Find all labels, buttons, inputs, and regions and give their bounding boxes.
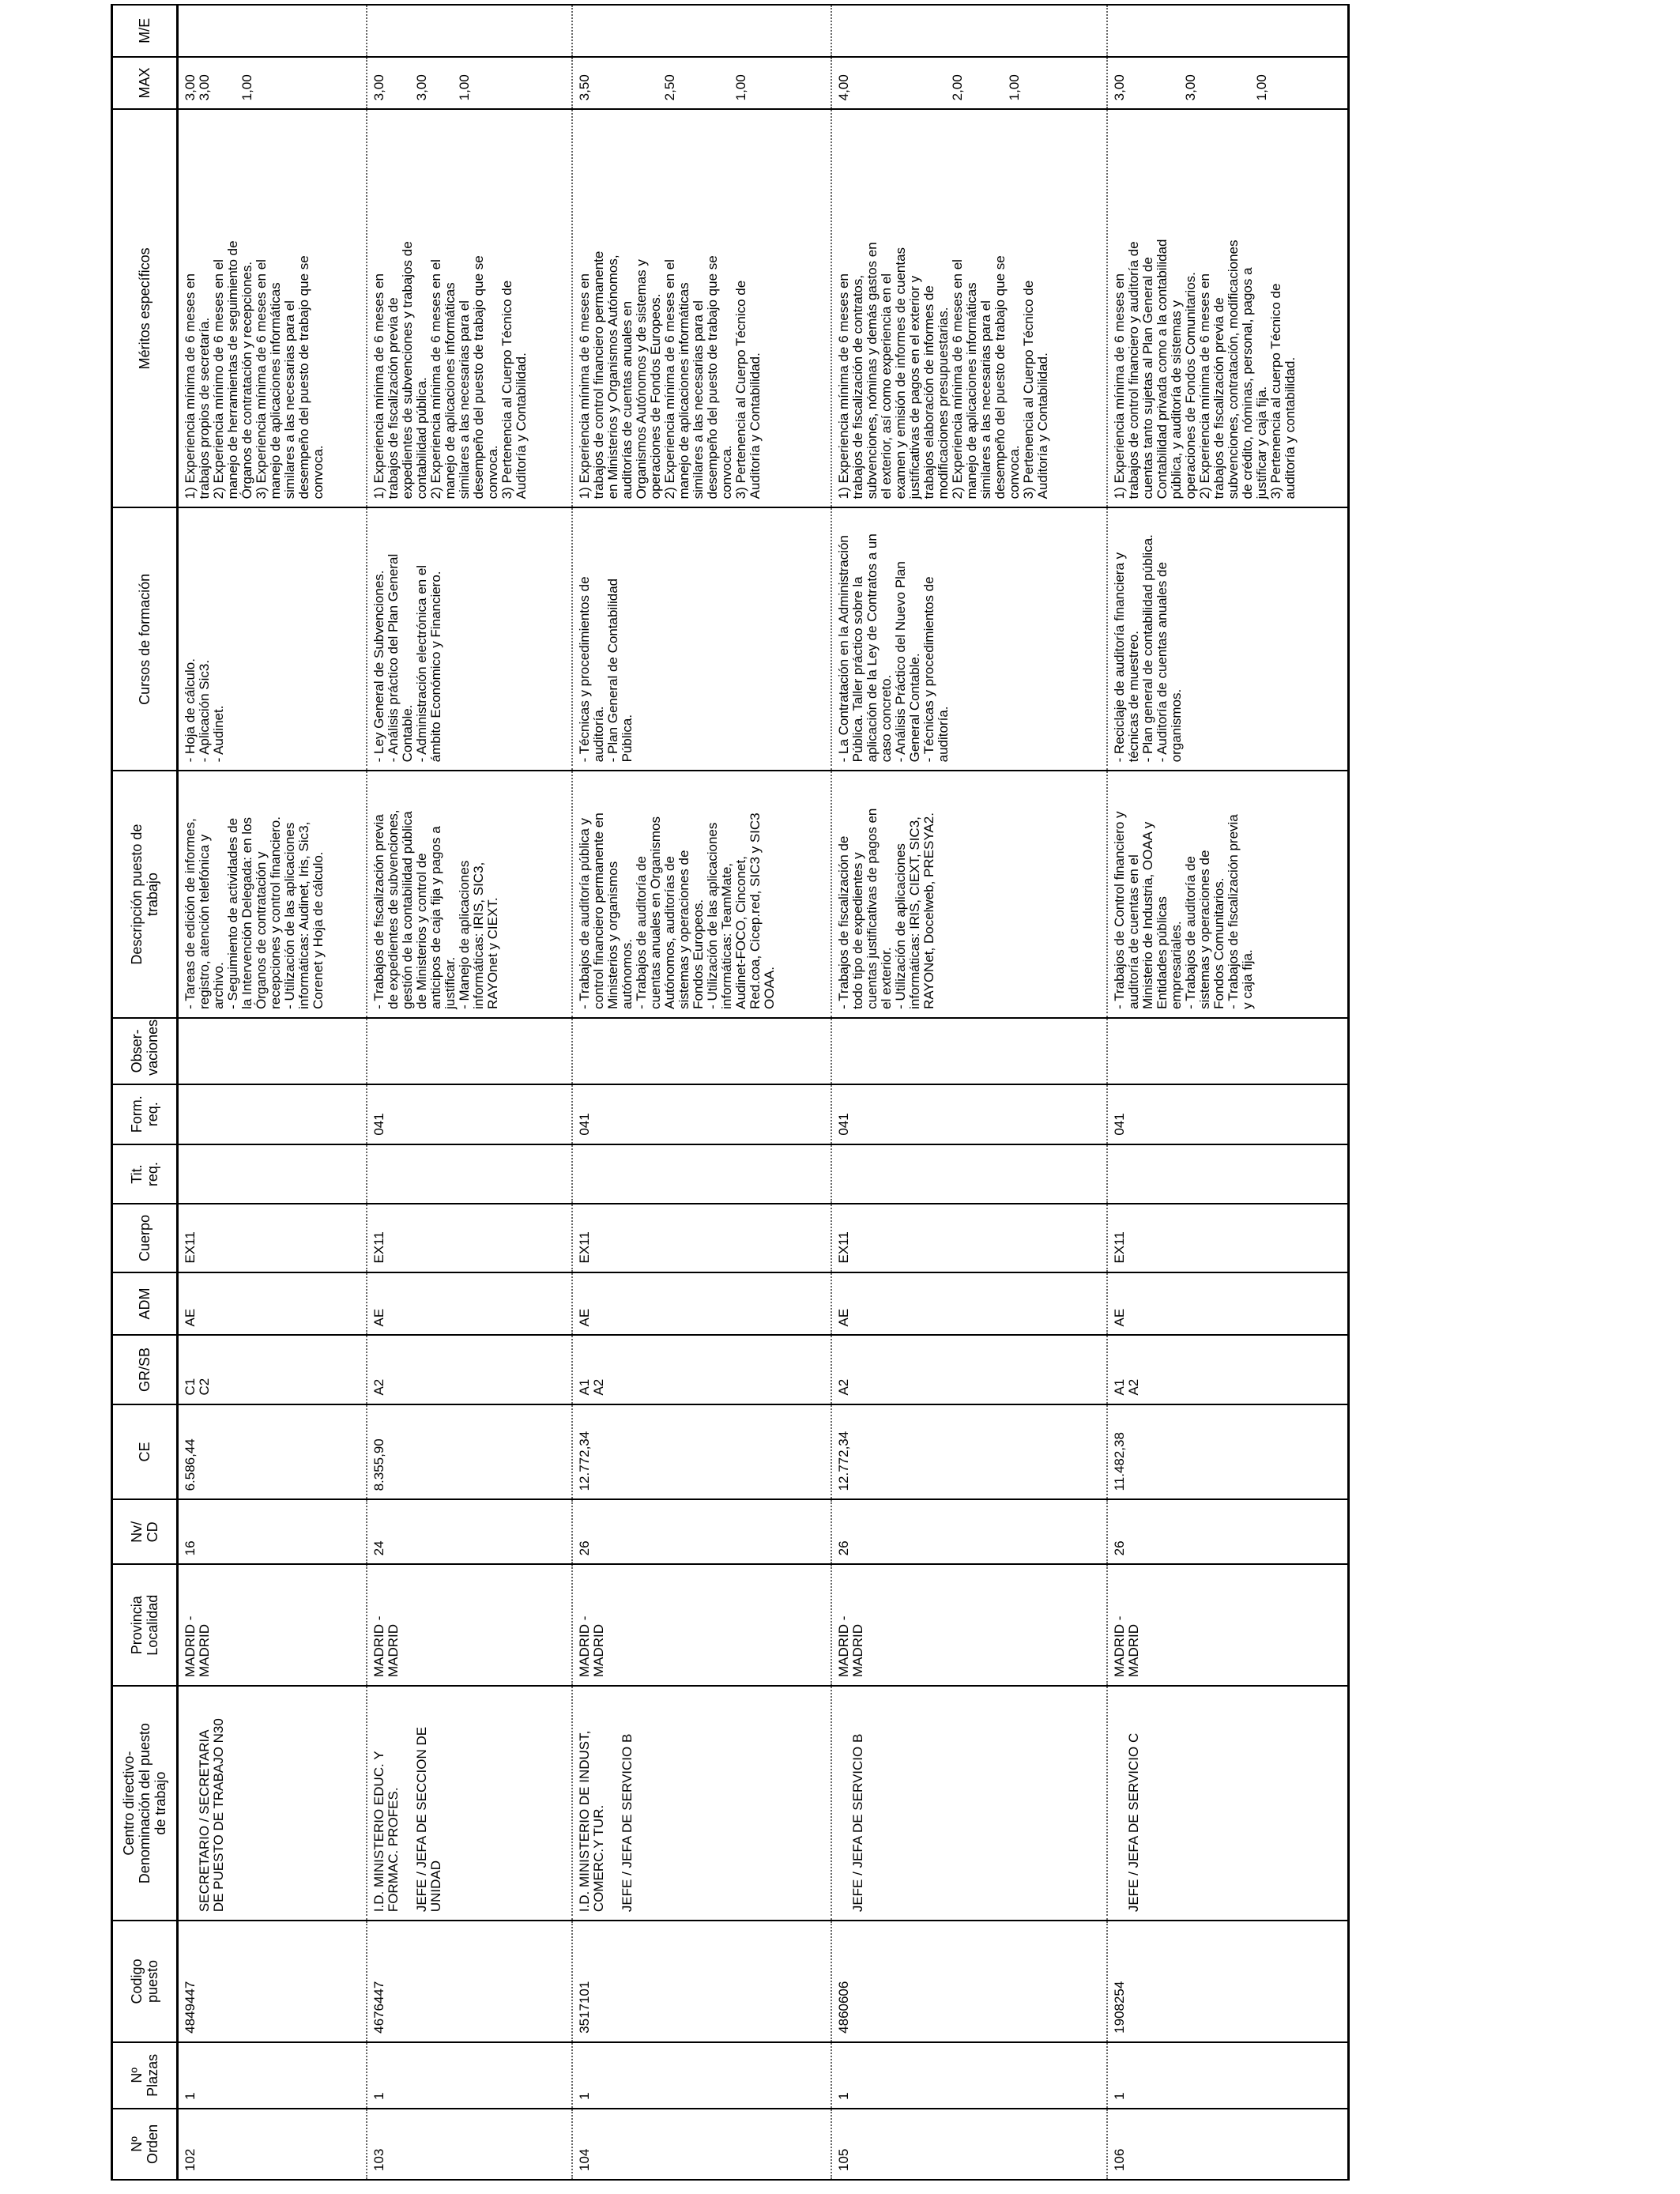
me-cell bbox=[1107, 5, 1349, 57]
cursos-cell: - Hoja de cálculo. - Aplicación Sic3. - Audinet. bbox=[178, 507, 367, 771]
table-row bbox=[178, 5, 367, 2180]
col-header-grupo: GR/SB bbox=[112, 1335, 178, 1404]
col-header-ce: CE bbox=[112, 1404, 178, 1500]
form-cell: 041 bbox=[367, 1084, 573, 1144]
codigo-cell: 4676447 bbox=[367, 1921, 573, 2042]
descripcion-cell: - Trabajos de fiscalización de todo tipo de expedientes y cuentas justificativas de pagos en el exterior. - Utilización de aplicaciones informáticas: IRIS, CIEXT, SIC3, RAYONet, Docelweb, PRESYA2. bbox=[831, 771, 1107, 1017]
obs-cell bbox=[831, 1018, 1107, 1084]
col-header-cuerpo: Cuerpo bbox=[112, 1204, 178, 1272]
obs-cell bbox=[572, 1018, 831, 1084]
orden-cell: 102 bbox=[178, 2109, 367, 2180]
max-cell: 3,00 3,00 1,00 bbox=[367, 57, 573, 110]
orden-cell: 104 bbox=[572, 2109, 831, 2180]
table-row bbox=[572, 5, 831, 2180]
rotated-page bbox=[111, 4, 1350, 2181]
table-row bbox=[831, 5, 1107, 2180]
plazas-cell: 1 bbox=[1107, 2042, 1349, 2109]
cuerpo-cell: EX11 bbox=[367, 1204, 573, 1272]
obs-cell bbox=[1107, 1018, 1349, 1084]
denominacion-puesto: JEFE / JEFA DE SERVICIO B bbox=[849, 1733, 865, 1913]
plazas-cell: 1 bbox=[178, 2042, 367, 2109]
centro-directivo: I.D. MINISTERIO DE INDUST, COMERC.Y TUR. bbox=[577, 1730, 607, 1913]
ce-cell: 11.482,38 bbox=[1107, 1404, 1349, 1500]
ce-cell: 6.586,44 bbox=[178, 1404, 367, 1500]
plazas-cell: 1 bbox=[367, 2042, 573, 2109]
meritos-cell: 1) Experiencia mínima de 6 meses en trabajos de fiscalización previa de expedientes de subvenciones y trabajos de contabilidad pública. 2) Experiencia mínima de 6 meses en el manejo de aplicaciones informáticas similares a las necesarias para el desempeño del puesto de trabajo que se convoca. 3) Pertenencia al Cuerpo Técnico de Auditoría y Contabilidad. bbox=[367, 109, 573, 507]
plazas-cell: 1 bbox=[572, 2042, 831, 2109]
col-header-orden: Nº Orden bbox=[112, 2109, 178, 2180]
provincia-cell: MADRID - MADRID bbox=[1107, 1564, 1349, 1686]
meritos-cell: 1) Experiencia mínima de 6 meses en trabajos de fiscalización de contratos, subvenciones, nóminas y demás gastos en el exterior, así como experiencia en el examen y emisión de informes de cuentas justificativas de pagos en el exterior y trabajos elaboración de informes de modificaciones presupuestarias. 2) Experiencia mínima de 6 meses en el manejo de aplicaciones informáticas similares a las necesarias para el desempeño del puesto de trabajo que se convoca. 3) Pertenencia al Cuerpo Técnico de Auditoría y Contabilidad. bbox=[831, 109, 1107, 507]
nivel-cell: 24 bbox=[367, 1499, 573, 1564]
adm-cell: AE bbox=[1107, 1272, 1349, 1336]
grupo-cell: A2 bbox=[367, 1335, 573, 1404]
cuerpo-cell: EX11 bbox=[572, 1204, 831, 1272]
orden-cell: 103 bbox=[367, 2109, 573, 2180]
centro-cell bbox=[1107, 1686, 1349, 1921]
col-header-provincia: Provincia Localidad bbox=[112, 1564, 178, 1686]
col-header-meritos: Méritos específicos bbox=[112, 109, 178, 507]
nivel-cell: 16 bbox=[178, 1499, 367, 1564]
header-row bbox=[112, 5, 178, 2180]
meritos-cell: 1) Experiencia mínima de 6 meses en trabajos de control financiero y auditoría de cuentas tanto sujetas al Plan General de Contabilidad privada como a la contabilidad pública, y auditoría de sistemas y operaciones de Fondos Comunitarios. 2) Experiencia mínima de 6 meses en trabajos de fiscalización previa de subvenciones, contratación, modificaciones de crédito, nóminas, personal, pagos a justificar y caja fija. 3) Pertenencia al cuerpo Técnico de auditoría y contabilidad. bbox=[1107, 109, 1349, 507]
col-header-adm: ADM bbox=[112, 1272, 178, 1336]
col-header-me: M/E bbox=[112, 5, 178, 57]
tit-cell bbox=[831, 1144, 1107, 1204]
centro-cell bbox=[367, 1686, 573, 1921]
cursos-cell: - Reciclaje de auditoría financiera y técnicas de muestreo. - Plan general de contabilidad pública. - Auditoría de cuentas anuales de organismos. bbox=[1107, 507, 1349, 771]
codigo-cell: 1908254 bbox=[1107, 1921, 1349, 2042]
codigo-cell: 4849447 bbox=[178, 1921, 367, 2042]
col-header-obs: Obser- vaciones bbox=[112, 1018, 178, 1084]
centro-cell bbox=[178, 1686, 367, 1921]
form-cell bbox=[178, 1084, 367, 1144]
tit-cell bbox=[1107, 1144, 1349, 1204]
codigo-cell: 3517101 bbox=[572, 1921, 831, 2042]
centro-cell bbox=[831, 1686, 1107, 1921]
obs-cell bbox=[178, 1018, 367, 1084]
orden-cell: 106 bbox=[1107, 2109, 1349, 2180]
descripcion-cell: - Trabajos de auditoría pública y control financiero permanente en Ministerios y organismos autónomos. - Trabajos de auditoría de cuentas anuales en Organismos Autónomos, auditorías de sistemas y operaciones de Fondos Europeos. - Utilización de las aplicaciones informáticas: TeamMate, Audinet-FOCO, Cinconet, Red.coa, Cicep.red, SIC3 y SIC3 OOAA. bbox=[572, 771, 831, 1017]
plazas-cell: 1 bbox=[831, 2042, 1107, 2109]
col-header-descripcion: Descripción puesto de trabajo bbox=[112, 771, 178, 1017]
descripcion-cell: - Trabajos de Control financiero y auditoría de cuentas en el Ministerio de Industria, OOAA y Entidades públicas empresariales. - Trabajos de auditoría de sistemas y operaciones de Fondos Comunitarios. - Trabajos de fiscalización previa y caja fija. bbox=[1107, 771, 1349, 1017]
cuerpo-cell: EX11 bbox=[831, 1204, 1107, 1272]
cuerpo-cell: EX11 bbox=[1107, 1204, 1349, 1272]
ce-cell: 8.355,90 bbox=[367, 1404, 573, 1500]
provincia-cell: MADRID - MADRID bbox=[178, 1564, 367, 1686]
tit-cell bbox=[572, 1144, 831, 1204]
me-cell bbox=[178, 5, 367, 57]
col-header-plazas: Nº Plazas bbox=[112, 2042, 178, 2109]
max-cell: 3,00 3,00 1,00 bbox=[178, 57, 367, 110]
descripcion-cell: - Trabajos de fiscalización previa de expedientes de subvenciones, gestión de la contabilidad pública de Ministerios y control de anticipos de caja fija y pagos a justificar. - Manejo de aplicaciones informáticas: IRIS, SIC3, RAYOnet y CIEXT. bbox=[367, 771, 573, 1017]
adm-cell: AE bbox=[178, 1272, 367, 1336]
adm-cell: AE bbox=[572, 1272, 831, 1336]
provincia-cell: MADRID - MADRID bbox=[831, 1564, 1107, 1686]
table-row bbox=[1107, 5, 1349, 2180]
form-cell: 041 bbox=[572, 1084, 831, 1144]
descripcion-cell: - Tareas de edición de informes, registro, atención telefónica y archivo. - Seguimiento de actividades de la Intervención Delegada: en los Órganos de contratación y recepciones y control financiero. - Utilización de las aplicaciones informáticas: Audinet, Iris, Sic3, Corenet y Hoja de cálculo. bbox=[178, 771, 367, 1017]
grupo-cell: A1 A2 bbox=[1107, 1335, 1349, 1404]
col-header-max: MAX bbox=[112, 57, 178, 110]
provincia-cell: MADRID - MADRID bbox=[367, 1564, 573, 1686]
nivel-cell: 26 bbox=[1107, 1499, 1349, 1564]
denominacion-puesto: JEFE / JEFA DE SECCION DE UNIDAD bbox=[413, 1726, 443, 1913]
denominacion-puesto: SECRETARIO / SECRETARIA DE PUESTO DE TRABAJO N30 bbox=[197, 1718, 226, 1913]
col-header-tit: Tit. req. bbox=[112, 1144, 178, 1204]
me-cell bbox=[572, 5, 831, 57]
form-cell: 041 bbox=[1107, 1084, 1349, 1144]
table-row bbox=[367, 5, 573, 2180]
nivel-cell: 26 bbox=[831, 1499, 1107, 1564]
tit-cell bbox=[178, 1144, 367, 1204]
orden-cell: 105 bbox=[831, 2109, 1107, 2180]
col-header-cursos: Cursos de formación bbox=[112, 507, 178, 771]
codigo-cell: 4860606 bbox=[831, 1921, 1107, 2042]
cuerpo-cell: EX11 bbox=[178, 1204, 367, 1272]
cursos-cell: - Técnicas y procedimientos de auditoría. - Plan General de Contabilidad Pública. bbox=[572, 507, 831, 771]
job-listing-table bbox=[111, 4, 1350, 2181]
centro-directivo: I.D. MINISTERIO EDUC. Y FORMAC. PROFES. bbox=[371, 1751, 401, 1913]
form-cell: 041 bbox=[831, 1084, 1107, 1144]
adm-cell: AE bbox=[831, 1272, 1107, 1336]
adm-cell: AE bbox=[367, 1272, 573, 1336]
me-cell bbox=[367, 5, 573, 57]
meritos-cell: 1) Experiencia mínima de 6 meses en trabajos de control financiero permanente en Ministerios y Organismos Autónomos, auditorías de cuentas anuales en Organismos Autónomos y de sistemas y operaciones de Fondos Europeos. 2) Experiencia mínima de 6 meses en el manejo de aplicaciones informáticas similares a las necesarias para el desempeño del puesto de trabajo que se convoca. 3) Pertenencia al Cuerpo Técnico de Auditoría y Contabilidad. bbox=[572, 109, 831, 507]
ce-cell: 12.772,34 bbox=[831, 1404, 1107, 1500]
centro-cell bbox=[572, 1686, 831, 1921]
meritos-cell: 1) Experiencia mínima de 6 meses en trabajos propios de secretaría. 2) Experiencia mínimo de 6 meses en el manejo de herramientas de seguimiento de Órganos de contratación y recepciones. 3) Experiencia mínima de 6 meses en el manejo de aplicaciones informáticas similares a las necesarias para el desempeño del puesto de trabajo que se convoca. bbox=[178, 109, 367, 507]
tit-cell bbox=[367, 1144, 573, 1204]
col-header-nivel: Nv/ CD bbox=[112, 1499, 178, 1564]
ce-cell: 12.772,34 bbox=[572, 1404, 831, 1500]
provincia-cell: MADRID - MADRID bbox=[572, 1564, 831, 1686]
me-cell bbox=[831, 5, 1107, 57]
max-cell: 4,00 2,00 1,00 bbox=[831, 57, 1107, 110]
grupo-cell: C1 C2 bbox=[178, 1335, 367, 1404]
col-header-centro: Centro directivo- Denominación del puesto de trabajo bbox=[112, 1686, 178, 1921]
max-cell: 3,00 3,00 1,00 bbox=[1107, 57, 1349, 110]
col-header-form: Form. req. bbox=[112, 1084, 178, 1144]
denominacion-puesto: JEFE / JEFA DE SERVICIO C bbox=[1125, 1732, 1141, 1913]
col-header-codigo: Codigo puesto bbox=[112, 1921, 178, 2042]
cursos-cell: - Ley General de Subvenciones. - Análisis práctico del Plan General Contable. - Administración electrónica en el ámbito Económico y Financiero. bbox=[367, 507, 573, 771]
grupo-cell: A2 bbox=[831, 1335, 1107, 1404]
cursos-cell: - La Contratación en la Administración Pública. Taller práctico sobre la aplicación de la Ley de Contratos a un caso concreto. - Análisis Práctico del Nuevo Plan General Contable. - Técnicas y procedimientos de auditoría. bbox=[831, 507, 1107, 771]
max-cell: 3,50 2,50 1,00 bbox=[572, 57, 831, 110]
denominacion-puesto: JEFE / JEFA DE SERVICIO B bbox=[620, 1733, 635, 1913]
obs-cell bbox=[367, 1018, 573, 1084]
grupo-cell: A1 A2 bbox=[572, 1335, 831, 1404]
nivel-cell: 26 bbox=[572, 1499, 831, 1564]
